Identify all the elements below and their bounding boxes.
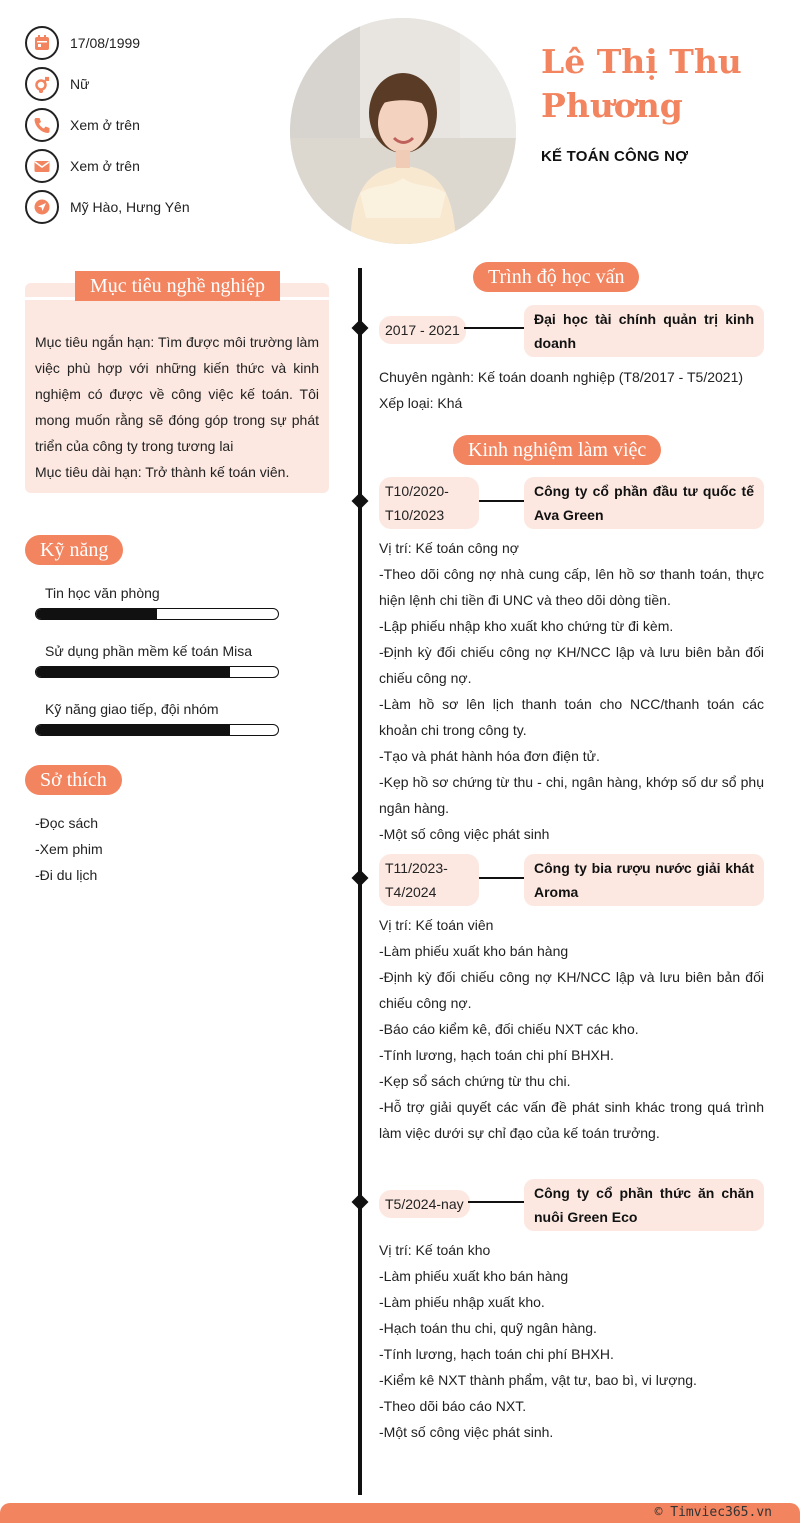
hobbies-list: [35, 810, 103, 888]
email-text: Xem ở trên: [70, 157, 140, 174]
timeline-connector: [468, 1201, 524, 1203]
avatar: [290, 18, 516, 244]
skill-bar: [35, 608, 279, 620]
job-line: -Lập phiếu nhập kho xuất kho chứng từ đi kèm.: [379, 618, 674, 634]
timeline-connector: [479, 877, 524, 879]
job-company: Công ty bia rượu nước giải khát Aroma: [524, 854, 764, 906]
job-line: -Hỗ trợ giải quyết các vấn đề phát sinh khác trong quá trình làm việc dưới sự chỉ đạo của kế toán trưởng.: [379, 1099, 764, 1141]
job-line: -Làm phiếu xuất kho bán hàng: [379, 943, 569, 959]
job-line: -Tính lương, hạch toán chi phí BHXH.: [379, 1346, 614, 1362]
job-line: -Kẹp sổ sách chứng từ thu chi.: [379, 1073, 571, 1089]
job-line: -Làm phiếu nhập xuất kho.: [379, 1294, 545, 1310]
footer-credit: © Timviec365.vn: [654, 1505, 772, 1520]
skill-item: [35, 698, 279, 736]
short-term-goal: Mục tiêu ngắn hạn: Tìm được môi trường làm việc phù hợp với những kiến thức và kinh nghiệm có được về công việc kế toán. Tôi mong muốn rằng sẽ đóng góp trong sự phát triển của công ty trong tương lai: [35, 334, 319, 454]
contact-phone: [25, 104, 285, 145]
job-date: T10/2020-T10/2023: [379, 477, 479, 529]
long-term-goal: Mục tiêu dài hạn: Trở thành kế toán viên.: [35, 464, 290, 480]
contact-gender: [25, 63, 285, 104]
job-line: -Tạo và phát hành hóa đơn điện tử.: [379, 748, 600, 764]
email-icon: [25, 149, 59, 183]
job-line: Vị trí: Kế toán viên: [379, 917, 494, 933]
job-line: -Một số công việc phát sinh: [379, 826, 550, 842]
job-line: -Làm hồ sơ lên lịch thanh toán cho NCC/thanh toán các khoản chi trong công ty.: [379, 696, 764, 738]
name-line-1: Lê Thị Thu: [541, 42, 742, 81]
job-line: Vị trí: Kế toán kho: [379, 1242, 491, 1258]
candidate-name: [541, 40, 781, 128]
address-text: Mỹ Hào, Hưng Yên: [70, 198, 190, 215]
job-line: Vị trí: Kế toán công nợ: [379, 540, 519, 556]
skill-item: [35, 582, 279, 620]
skill-item: [35, 640, 279, 678]
skill-fill: [36, 667, 230, 677]
timeline-connector: [479, 500, 524, 502]
education-details: [379, 364, 764, 416]
skill-fill: [36, 725, 230, 735]
job-line: -Theo dõi báo cáo NXT.: [379, 1398, 527, 1414]
timeline-marker: [352, 493, 369, 510]
job-details: [379, 912, 764, 1146]
contact-address: [25, 186, 285, 227]
timeline-marker: [352, 870, 369, 887]
calendar-icon: [25, 26, 59, 60]
hobby-item: -Đi du lịch: [35, 867, 98, 883]
skill-label: Sử dụng phần mềm kế toán Misa: [45, 643, 253, 659]
skill-bar: [35, 724, 279, 736]
contact-email: [25, 145, 285, 186]
job-line: -Định kỳ đối chiếu công nợ KH/NCC lập và lưu biên bản đối chiếu công nợ.: [379, 644, 764, 686]
education-school: Đại học tài chính quản trị kinh doanh: [524, 305, 764, 357]
job-date: T5/2024-nay: [379, 1190, 470, 1218]
education-line: Xếp loại: Khá: [379, 395, 463, 411]
job-line: -Theo dõi công nợ nhà cung cấp, lên hồ sơ thanh toán, thực hiện lệnh chi tiền đi UNC và theo dõi dòng tiền.: [379, 566, 764, 608]
job-company: Công ty cổ phần thức ăn chăn nuôi Green Eco: [524, 1179, 764, 1231]
hobby-item: -Đọc sách: [35, 815, 99, 831]
job-line: -Hạch toán thu chi, quỹ ngân hàng.: [379, 1320, 597, 1336]
job-company: Công ty cổ phần đầu tư quốc tế Ava Green: [524, 477, 764, 529]
timeline-marker: [352, 320, 369, 337]
location-icon: [25, 190, 59, 224]
job-date: T11/2023-T4/2024: [379, 854, 479, 906]
phone-text: Xem ở trên: [70, 116, 140, 133]
job-details: [379, 1237, 764, 1445]
career-goal-heading: Mục tiêu nghề nghiệp: [75, 271, 280, 301]
birthday-text: 17/08/1999: [70, 34, 141, 51]
skill-label: Kỹ năng giao tiếp, đội nhóm: [45, 701, 219, 717]
timeline-marker: [352, 1194, 369, 1211]
job-title: KẾ TOÁN CÔNG NỢ: [541, 148, 689, 165]
skill-bar: [35, 666, 279, 678]
job-line: -Kiểm kê NXT thành phẩm, vật tư, bao bì, vi lượng.: [379, 1372, 697, 1388]
education-date: 2017 - 2021: [379, 316, 466, 344]
name-line-2: Phương: [541, 86, 683, 125]
job-line: -Một số công việc phát sinh.: [379, 1424, 554, 1440]
skills-heading: Kỹ năng: [25, 535, 123, 565]
job-line: -Kẹp hồ sơ chứng từ thu - chi, ngân hàng, khớp số dư sổ phụ ngân hàng.: [379, 774, 764, 816]
job-details: [379, 535, 764, 847]
contact-list: [25, 22, 285, 227]
job-line: -Tính lương, hạch toán chi phí BHXH.: [379, 1047, 614, 1063]
skill-fill: [36, 609, 157, 619]
phone-icon: [25, 108, 59, 142]
gender-icon: [25, 67, 59, 101]
hobbies-heading: Sở thích: [25, 765, 122, 795]
hobby-item: -Xem phim: [35, 841, 103, 857]
skill-label: Tin học văn phòng: [45, 585, 160, 601]
career-goal-text: [35, 329, 319, 485]
experience-heading: Kinh nghiệm làm việc: [453, 435, 661, 465]
timeline-connector: [464, 327, 524, 329]
contact-birthday: [25, 22, 285, 63]
education-heading: Trình độ học vấn: [473, 262, 639, 292]
job-line: -Báo cáo kiểm kê, đối chiếu NXT các kho.: [379, 1021, 639, 1037]
education-line: Chuyên ngành: Kế toán doanh nghiệp (T8/2017 - T5/2021): [379, 369, 744, 385]
gender-text: Nữ: [70, 75, 90, 92]
job-line: -Định kỳ đối chiếu công nợ KH/NCC lập và lưu biên bản đối chiếu công nợ.: [379, 969, 764, 1011]
job-line: -Làm phiếu xuất kho bán hàng: [379, 1268, 569, 1284]
